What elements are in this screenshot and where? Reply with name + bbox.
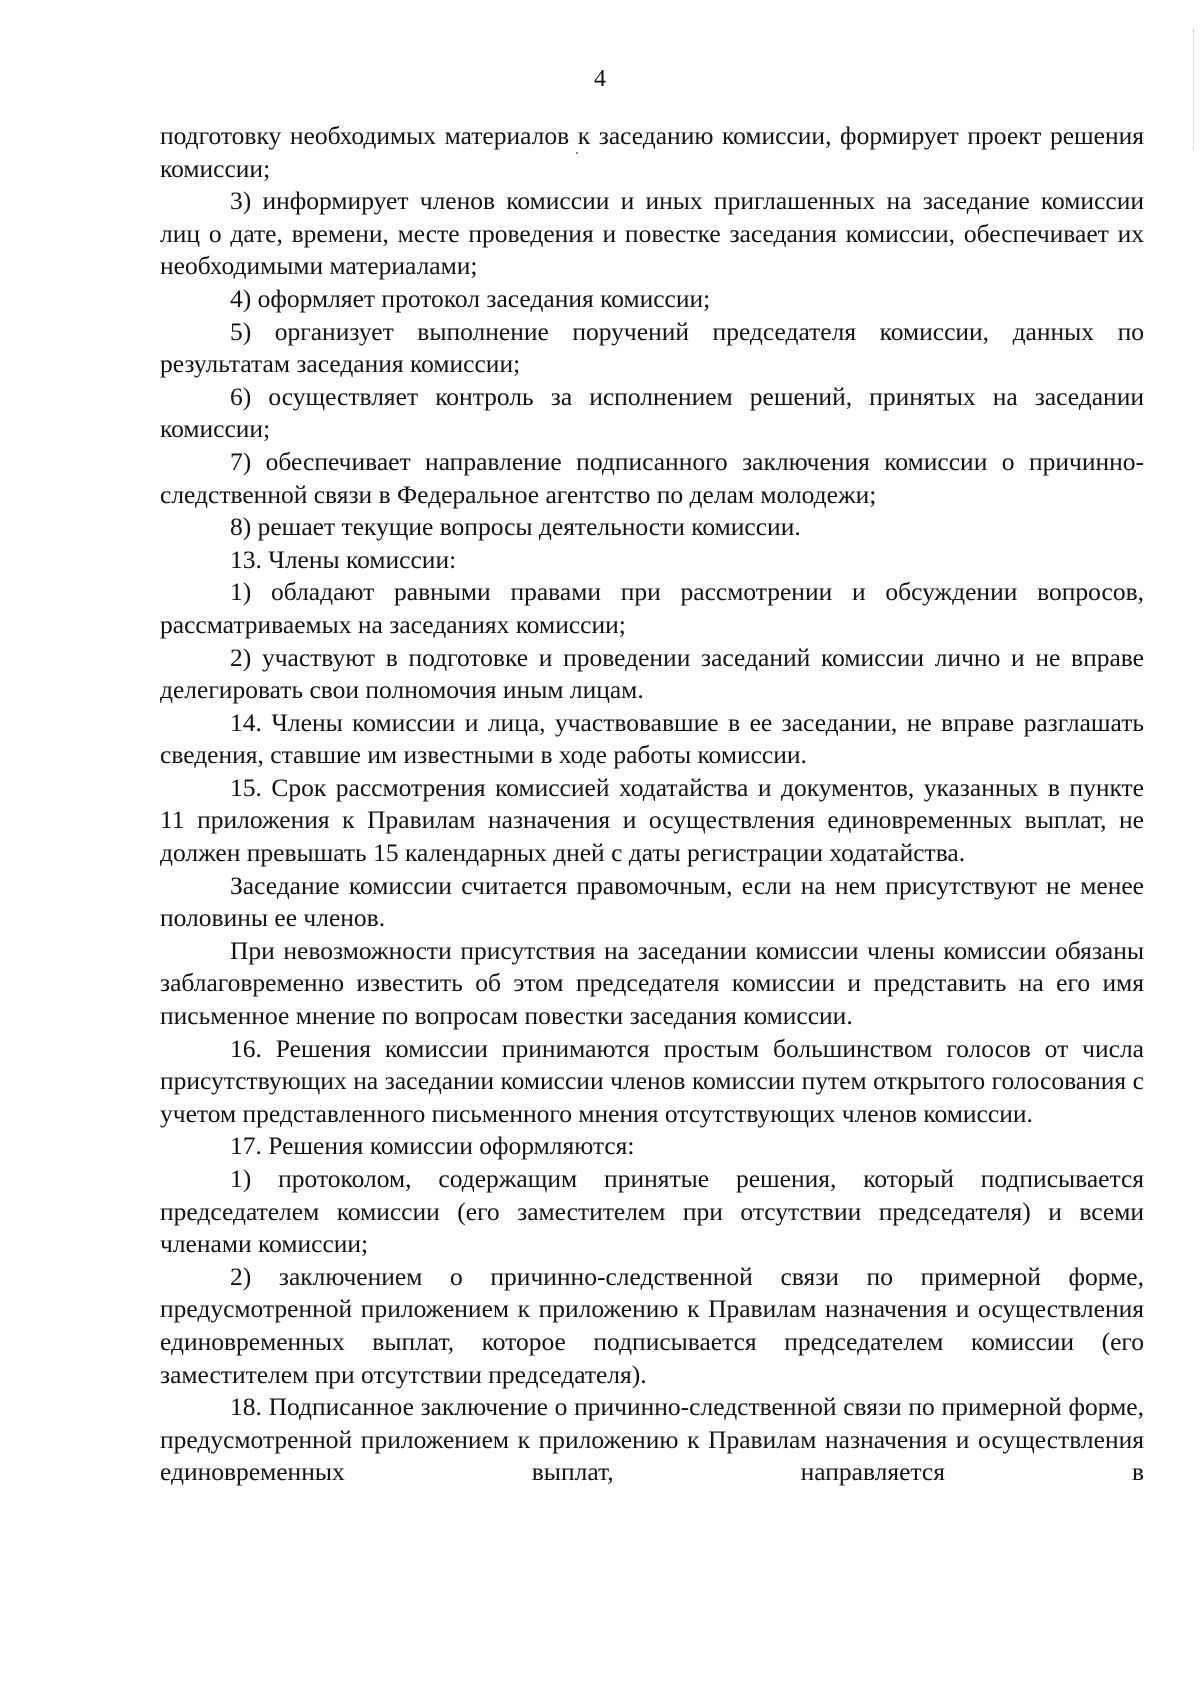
clause-15: 15. Срок рассмотрения комиссией ходатайства и документов, указанных в пункте 11 приложения к Правилам назначения и осуществления единовременных выплат, не должен превышать 15 календарных дней с даты регистрации ходатайства. — [160, 772, 1144, 868]
clause-13-item-2: 2) участвуют в подготовке и проведении заседаний комиссии лично и не вправе делегировать свои полномочия иным лицам. — [160, 642, 1144, 705]
list-item-5: 5) организует выполнение поручений председателя комиссии, данных по результатам заседания комиссии; — [160, 316, 1144, 379]
clause-17-item-1: 1) протоколом, содержащим принятые решения, который подписывается председателем комиссии (его заместителем при отсутствии председателя) и всеми членами комиссии; — [160, 1164, 1144, 1259]
list-item-3: 3) информирует членов комиссии и иных приглашенных на заседание комиссии лиц о дате, времени, месте проведения и повестке заседания комиссии, обеспечивает их необходимыми материалами; — [160, 186, 1144, 281]
list-item-6: 6) осуществляет контроль за исполнением решений, принятых на заседании комиссии; — [160, 381, 1144, 444]
list-item-4: 4) оформляет протокол заседания комиссии; — [230, 283, 711, 313]
clause-16: 16. Решения комиссии принимаются простым большинством голосов от числа присутствующих на заседании комиссии членов комиссии путем открытого голосования с учетом представленного письменного мнения отсутствующих членов комиссии. — [160, 1033, 1144, 1128]
clause-14: 14. Члены комиссии и лица, участвовавшие в ее заседании, не вправе разглашать сведения, ставшие им известными в ходе работы комиссии. — [160, 707, 1144, 770]
clause-15-quorum: Заседание комиссии считается правомочным, если на нем присутствуют не менее половины ее членов. — [160, 870, 1144, 933]
clause-18: 18. Подписанное заключение о причинно-следственной связи по примерной форме, предусмотренной приложением к приложению к Правилам назначения и осуществления единовременных выплат, направляется в — [160, 1392, 1144, 1487]
clause-17-heading: 17. Решения комиссии оформляются: — [230, 1131, 635, 1161]
clause-17-item-2: 2) заключением о причинно-следственной связи по примерной форме, предусмотренной приложением к приложению к Правилам назначения и осуществления единовременных выплат, которое подписывается председателем комиссии (его заместителем при отсутствии председателя). — [160, 1261, 1144, 1389]
list-item-8: 8) решает текущие вопросы деятельности комиссии. — [230, 512, 801, 542]
clause-13-item-1: 1) обладают равными правами при рассмотрении и обсуждении вопросов, рассматриваемых на заседаниях комиссии; — [160, 577, 1144, 639]
clause-13-heading: 13. Члены комиссии: — [230, 544, 457, 574]
list-item-7: 7) обеспечивает направление подписанного заключения комиссии о причинно-следственной связи в Федеральное агентство по делам молодежи; — [160, 446, 1144, 509]
clause-15-absence: При невозможности присутствия на заседании комиссии члены комиссии обязаны заблаговременно известить об этом председателя комиссии и представить на его имя письменное мнение по вопросам повестки заседания комиссии. — [160, 935, 1144, 1031]
paragraph-continuation: подготовку необходимых материалов к заседанию комиссии, формирует проект решения комиссии; — [160, 121, 1144, 183]
page-number: 4 — [594, 66, 606, 92]
document-body — [160, 120, 1144, 1489]
